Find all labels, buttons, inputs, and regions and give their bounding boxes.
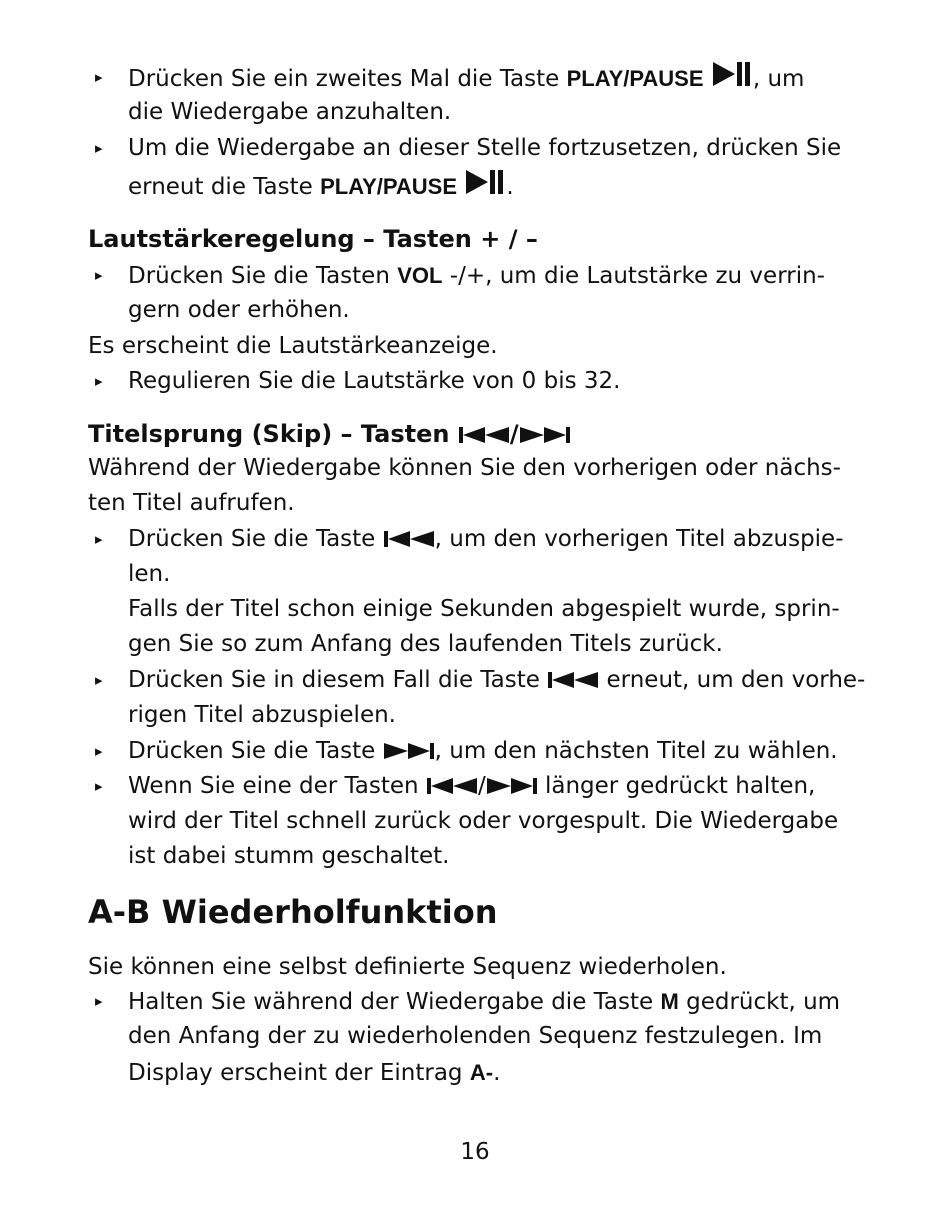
text: gedrückt, um <box>678 989 841 1015</box>
separator: / <box>509 420 519 448</box>
bullet-marker: ▸ <box>95 671 103 689</box>
text: . <box>493 1060 501 1086</box>
skip-heading <box>88 416 571 452</box>
text: erneut, um den vorhe- <box>599 667 866 693</box>
volume-bullet-1-line-2: gern oder erhöhen. <box>128 297 350 323</box>
skip-bullet-2-line-2: rigen Titel abzuspielen. <box>128 702 396 728</box>
text: -/+, um die Lautstärke zu verrin- <box>442 263 825 289</box>
skip-bullet-1-line-2: len. <box>128 561 171 587</box>
text: länger gedrückt halten, <box>537 773 816 799</box>
skip-intro-line-2: ten Titel aufrufen. <box>88 490 295 516</box>
m-key-label: M <box>660 989 679 1014</box>
skip-previous-icon <box>383 530 435 548</box>
skip-bullet-1-line-1 <box>128 522 844 557</box>
bullet-marker: ▸ <box>95 742 103 760</box>
ab-intro: Sie können eine selbst definierte Sequenz wiederholen. <box>88 954 727 980</box>
page-number: 16 <box>460 1139 490 1165</box>
play-pause-icon <box>711 60 753 88</box>
play-pause-icon <box>464 168 506 196</box>
separator: / <box>477 773 486 799</box>
playback-bullet-2-line-1: Um die Wiedergabe an dieser Stelle fortzusetzen, drücken Sie <box>128 135 842 161</box>
volume-bullet-2: Regulieren Sie die Lautstärke von 0 bis 32. <box>128 368 621 394</box>
skip-previous-icon <box>426 777 478 795</box>
text: Display erscheint der Eintrag <box>128 1060 470 1086</box>
bullet-marker: ▸ <box>95 266 103 284</box>
play-pause-key-label: PLAY/PAUSE <box>566 66 704 91</box>
skip-previous-icon <box>458 426 510 444</box>
playback-bullet-1-line-2: die Wiedergabe anzuhalten. <box>128 99 452 125</box>
text: Drücken Sie die Tasten <box>128 263 398 289</box>
skip-bullet-1-line-4: gen Sie so zum Anfang des laufenden Titels zurück. <box>128 631 723 657</box>
skip-bullet-1-line-3: Falls der Titel schon einige Sekunden abgespielt wurde, sprin- <box>128 596 840 622</box>
bullet-marker: ▸ <box>95 139 103 157</box>
play-pause-key-label: PLAY/PAUSE <box>320 174 458 199</box>
volume-bullet-1-line-1 <box>128 258 825 294</box>
ab-bullet-1-line-2: den Anfang der zu wiederholenden Sequenz festzulegen. Im <box>128 1023 823 1049</box>
ab-bullet-1-line-3 <box>128 1055 500 1091</box>
skip-intro-line-1: Während der Wiedergabe können Sie den vorherigen oder nächs- <box>88 455 841 481</box>
skip-heading-text: Titelsprung (Skip) – Tasten <box>88 420 450 448</box>
text: Drücken Sie ein zweites Mal die Taste <box>128 66 567 92</box>
text: erneut die Taste <box>128 174 321 200</box>
volume-paragraph: Es erscheint die Lautstärkeanzeige. <box>88 333 498 359</box>
text: . <box>506 174 514 200</box>
playback-bullet-2-line-2 <box>128 168 514 205</box>
text: Halten Sie während der Wiedergabe die Taste <box>128 989 661 1015</box>
skip-next-icon <box>383 742 435 760</box>
skip-bullet-4-line-1 <box>128 769 815 804</box>
skip-next-icon <box>486 777 538 795</box>
bullet-marker: ▸ <box>95 372 103 390</box>
text: Wenn Sie eine der Tasten <box>128 773 426 799</box>
skip-bullet-4-line-3: ist dabei stumm geschaltet. <box>128 843 450 869</box>
skip-bullet-3 <box>128 734 838 769</box>
skip-previous-icon <box>547 671 599 689</box>
ab-bullet-1-line-1 <box>128 984 840 1020</box>
bullet-marker: ▸ <box>95 777 103 795</box>
bullet-marker: ▸ <box>95 530 103 548</box>
vol-key-label: VOL <box>397 263 443 288</box>
skip-next-icon <box>519 426 571 444</box>
skip-bullet-2-line-1 <box>128 663 865 698</box>
text: Drücken Sie in diesem Fall die Taste <box>128 667 548 693</box>
text: Drücken Sie die Taste <box>128 738 383 764</box>
skip-bullet-4-line-2: wird der Titel schnell zurück oder vorgespult. Die Wiedergabe <box>128 808 839 834</box>
a-minus-label: A- <box>469 1060 494 1085</box>
text: Drücken Sie die Taste <box>128 526 383 552</box>
text: , um den vorherigen Titel abzuspie- <box>434 526 844 552</box>
playback-bullet-1-line-1 <box>128 60 804 97</box>
bullet-marker: ▸ <box>95 992 103 1010</box>
ab-repeat-heading: A-B Wiederholfunktion <box>88 893 498 931</box>
text: , um den nächsten Titel zu wählen. <box>434 738 838 764</box>
volume-heading: Lautstärkeregelung – Tasten + / – <box>88 225 538 253</box>
text: , um <box>752 66 805 92</box>
bullet-marker: ▸ <box>95 68 103 86</box>
